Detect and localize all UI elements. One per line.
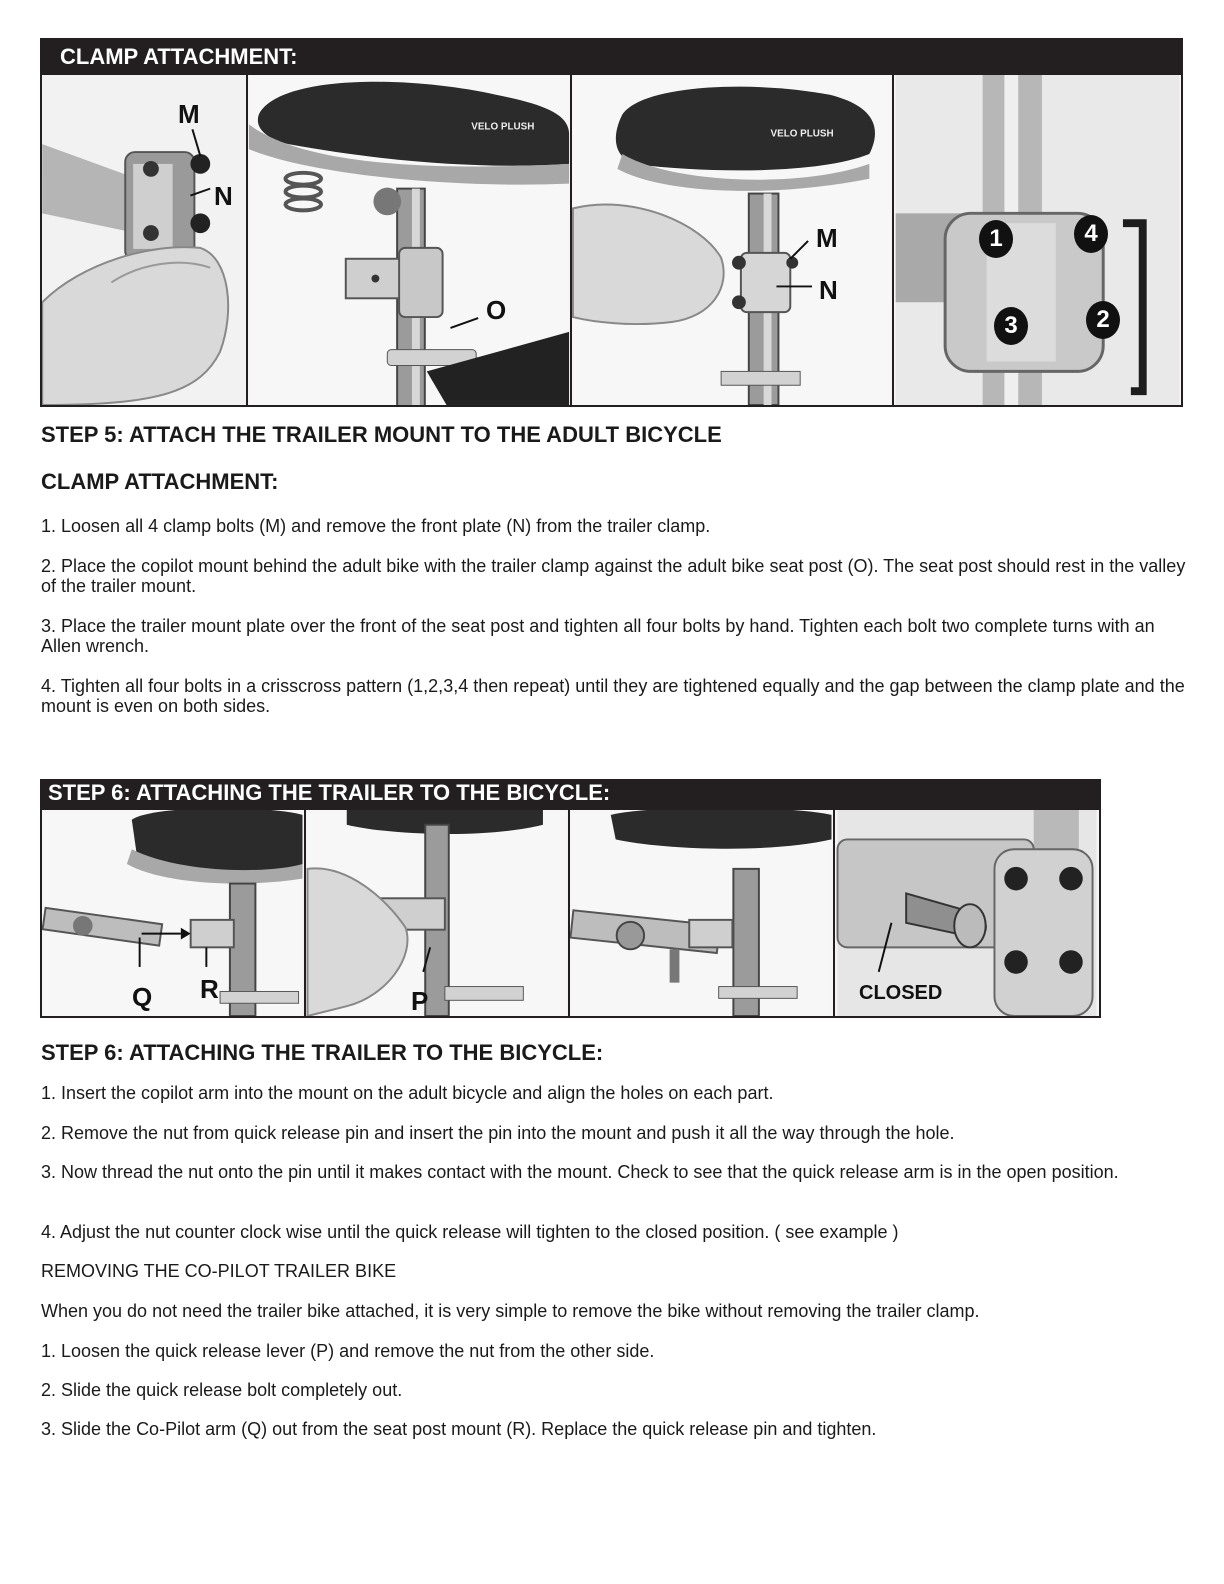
label-closed: CLOSED	[859, 982, 943, 1004]
step6-item-1: 1. Insert the copilot arm into the mount on the adult bicycle and align the holes on each part.	[41, 1083, 774, 1103]
bolt-3-badge: 3	[994, 307, 1028, 345]
photo-front-plate	[572, 75, 894, 405]
seat-brand-text: VELO PLUSH	[471, 121, 535, 133]
bolt-2-badge: 2	[1086, 301, 1120, 339]
trailer-photo-strip	[40, 808, 1101, 1018]
bolt-pattern-illustration	[894, 75, 1181, 405]
clamp-photo-strip	[40, 73, 1183, 407]
photo-assembled-mount	[570, 810, 835, 1016]
step6-item-2: 2. Remove the nut from quick release pin and insert the pin into the mount and push it all the way through the hole.	[41, 1123, 955, 1143]
seat-post-illustration	[248, 75, 570, 405]
label-q: Q	[132, 982, 153, 1012]
label-m: M	[178, 99, 200, 129]
photo-arm-insert	[42, 810, 306, 1016]
step6-banner	[40, 779, 1101, 809]
removing-item-3: 3. Slide the Co-Pilot arm (Q) out from the seat post mount (R). Replace the quick release pin and tighten.	[41, 1419, 877, 1439]
photo-clamp-bolts	[42, 75, 248, 405]
quick-release-illustration	[306, 810, 568, 1016]
photo-seat-post	[248, 75, 572, 405]
photo-bolt-pattern	[894, 75, 1181, 405]
step6-item-4: 4. Adjust the nut counter clock wise until the quick release will tighten to the closed position. ( see example )	[41, 1222, 899, 1242]
step6-heading: STEP 6: ATTACHING THE TRAILER TO THE BICYCLE:	[41, 1040, 604, 1065]
arm-insert-illustration	[42, 810, 304, 1016]
bolt-4-badge: 4	[1074, 215, 1108, 253]
label-o: O	[486, 295, 507, 325]
step5-item-3: 3. Place the trailer mount plate over the front of the seat post and tighten all four bolts by hand. Tighten each bolt two complete turns with an Allen wrench.	[41, 616, 1155, 656]
label-r: R	[200, 974, 219, 1004]
label-m-2: M	[816, 223, 838, 253]
clamp-attachment-banner	[40, 38, 1183, 74]
clamp-hand-illustration	[42, 75, 246, 405]
banner-title: CLAMP ATTACHMENT:	[60, 44, 298, 69]
banner-title-2: STEP 6: ATTACHING THE TRAILER TO THE BICYCLE:	[48, 780, 611, 805]
step5-heading: STEP 5: ATTACH THE TRAILER MOUNT TO THE ADULT BICYCLE	[41, 422, 722, 447]
removing-item-1: 1. Loosen the quick release lever (P) and remove the nut from the other side.	[41, 1341, 655, 1361]
seat-brand-text-2: VELO PLUSH	[770, 128, 834, 140]
removing-intro: When you do not need the trailer bike attached, it is very simple to remove the bike without removing the trailer clamp.	[41, 1301, 980, 1321]
removing-heading: REMOVING THE CO-PILOT TRAILER BIKE	[41, 1261, 397, 1281]
label-n-2: N	[819, 275, 838, 305]
bolt-1-badge: 1	[979, 220, 1013, 258]
removing-item-2: 2. Slide the quick release bolt completely out.	[41, 1380, 403, 1400]
step6-item-3: 3. Now thread the nut onto the pin until it makes contact with the mount. Check to see that the quick release arm is in the open position.	[41, 1162, 1119, 1182]
step5-item-1: 1. Loosen all 4 clamp bolts (M) and remove the front plate (N) from the trailer clamp.	[41, 516, 711, 536]
assembled-mount-illustration	[570, 810, 833, 1016]
label-n: N	[214, 181, 233, 211]
photo-quick-release-pin	[306, 810, 570, 1016]
label-p: P	[411, 986, 429, 1016]
step5-item-2: 2. Place the copilot mount behind the adult bike with the trailer clamp against the adult bike seat post (O). The seat post should rest in the valley of the trailer mount.	[41, 556, 1186, 596]
front-plate-illustration	[572, 75, 892, 405]
clamp-attachment-subheading: CLAMP ATTACHMENT:	[41, 469, 279, 494]
step5-item-4: 4. Tighten all four bolts in a crisscross pattern (1,2,3,4 then repeat) until they are tightened equally and the gap between the clamp plate and the mount is even on both sides.	[41, 676, 1185, 716]
photo-closed-lever	[835, 810, 1099, 1016]
